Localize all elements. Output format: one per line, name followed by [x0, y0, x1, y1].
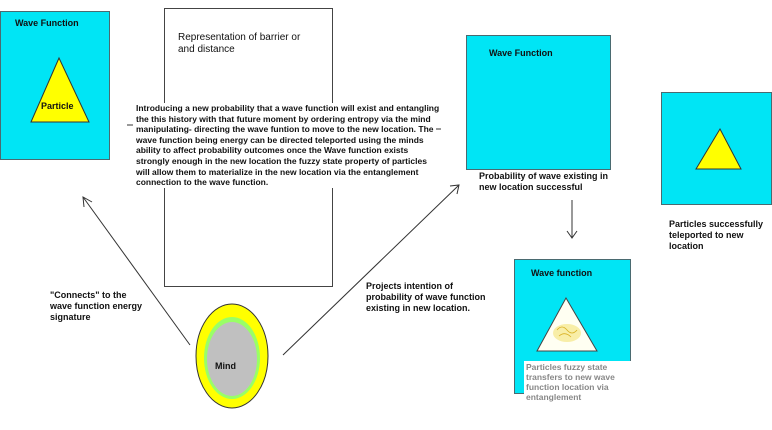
arrow-mind-to-new-location: [283, 185, 459, 355]
bottom-box-title: Wave function: [531, 268, 593, 278]
mind-label: Mind: [215, 361, 236, 371]
particle-label: Particle: [41, 101, 74, 111]
bottom-box-caption: Particles fuzzy state transfers to new wave function location via entanglement: [524, 361, 632, 403]
projects-label: Projects intention of probability of wave function existing in new location.: [366, 281, 486, 313]
barrier-label: Representation of barrier or and distance: [178, 32, 301, 55]
right-box-title: Wave Function: [489, 48, 553, 58]
teleported-caption: Particles successfully teleported to new location: [669, 219, 764, 251]
connects-label: "Connects" to the wave function energy signature: [50, 290, 143, 322]
left-box-title: Wave Function: [15, 18, 79, 28]
main-paragraph: Introducing a new probability that a wave function will exist and entangling the this history with that future moment by ordering entropy via the mind manipulating- directing the wave funtion to move to the new location. The wave function being energy can be directed teleported using the minds ability to affect probability outcomes once the Wave function exists strongly enough in the new location the fuzzy state property of particles will allow them to materialize in the new location via the entanglement connection to the wave function.: [136, 103, 440, 188]
arrow-mind-to-wave-function: [83, 197, 190, 345]
right-box-caption: Probability of wave existing in new location successful: [479, 171, 609, 192]
